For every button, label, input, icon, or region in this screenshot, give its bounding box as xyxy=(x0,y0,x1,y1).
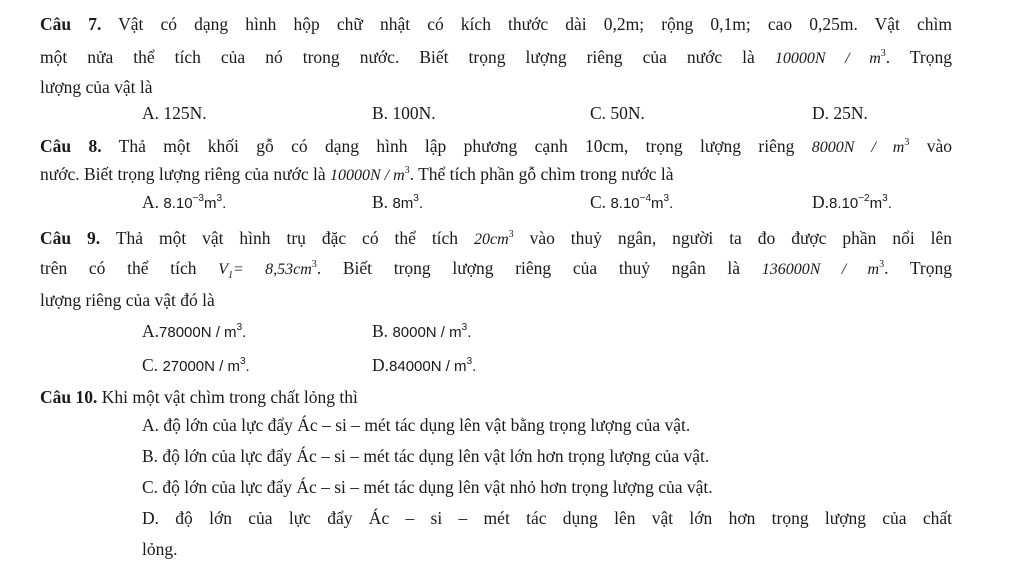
q7-line-2 xyxy=(40,47,952,68)
q8-water-unit: $10000N / m^3$ xyxy=(329,165,410,184)
q10-line-1 xyxy=(40,387,952,408)
q7-text-1: Vật có dạng hình hộp chữ nhật có kích thước dài 0,2m; rộng 0,1m; cao 0,25m. Vật chìm xyxy=(118,14,953,34)
q10-stem: Khi một vật chìm trong chất lỏng thì xyxy=(101,387,358,407)
q7-water-unit: $10000N / m^3$ xyxy=(774,48,886,67)
q8-option-c[interactable]: C. $8.10^{-4}m^3$. xyxy=(590,192,674,212)
q9-text-1b: vào thuỷ ngân, người ta đo được phần nổi lên xyxy=(529,228,953,248)
q9-text-1: Thả một vật hình trụ đặc có thể tích xyxy=(115,228,459,248)
q8-option-a[interactable]: A. $8.10^{-3}m^3$. xyxy=(142,192,227,212)
q8-option-b[interactable]: B. $8m^3$. xyxy=(372,192,424,212)
q10-option-c[interactable]: C. độ lớn của lực đẩy Ác – si – mét tác dụng lên vật nhỏ hơn trọng lượng của vật. xyxy=(142,477,713,497)
q7-text-2: một nửa thể tích của nó trong nước. Biết trọng lượng riêng của nước là xyxy=(40,47,755,67)
q9-floating-volume: $V_1= 8,53cm^3$ xyxy=(218,259,317,281)
q8-text-1: Thả một khối gỗ có dạng hình lập phương cạnh 10cm, trọng lượng riêng xyxy=(118,136,795,156)
q9-label: Câu 9. xyxy=(40,228,101,248)
q9-option-a[interactable]: $A.78000N / m^3$. xyxy=(142,321,247,341)
q8-text-2: nước. Biết trọng lượng riêng của nước là xyxy=(40,164,326,184)
q10-option-d-cont: lỏng. xyxy=(142,539,178,559)
q8-line-1 xyxy=(40,136,952,157)
q7-option-c[interactable]: C. 50N. xyxy=(590,103,645,123)
q7-text-2b: . Trọng xyxy=(885,47,953,67)
q9-volume: $20cm^3$ xyxy=(474,229,514,248)
q7-line-1 xyxy=(40,14,952,35)
q9-option-d[interactable]: $D.84000N / m^3$. xyxy=(372,355,477,375)
q10-option-d[interactable]: D. độ lớn của lực đẩy Ác – si – mét tác dụng lên vật lớn hơn trọng lượng của chất xyxy=(142,508,952,528)
q9-option-b[interactable]: B. $8000N / m^3$. xyxy=(372,321,472,341)
q9-option-c[interactable]: C. $27000N / m^3$. xyxy=(142,355,250,375)
q9-line-1 xyxy=(40,228,952,249)
q9-line-3: lượng riêng của vật đó là xyxy=(40,290,215,310)
q9-line-2 xyxy=(40,258,952,281)
q9-text-2b: . Biết trọng lượng riêng của thuỷ ngân là xyxy=(316,258,741,278)
q10-option-a[interactable]: A. độ lớn của lực đẩy Ác – si – mét tác dụng lên vật bằng trọng lượng của vật. xyxy=(142,415,691,435)
q10-option-b[interactable]: B. độ lớn của lực đẩy Ác – si – mét tác dụng lên vật lớn hơn trọng lượng của vật. xyxy=(142,446,710,466)
q8-option-d[interactable]: $D.8.10^{-2}m^3$. xyxy=(812,192,892,212)
q9-text-2: trên có thể tích xyxy=(40,258,197,278)
q9-text-2c: . Trọng xyxy=(884,258,953,278)
q9-mercury-unit: $136000N / m^3$ xyxy=(761,259,885,278)
q8-line-2 xyxy=(40,164,952,185)
q7-label: Câu 7. xyxy=(40,14,102,34)
q8-text-1b: vào xyxy=(926,136,953,156)
q8-wood-unit: $8000N / m^3$ xyxy=(811,137,910,156)
q7-option-b[interactable]: B. 100N. xyxy=(372,103,436,123)
q7-option-d[interactable]: D. 25N. xyxy=(812,103,868,123)
q7-line-3: lượng của vật là xyxy=(40,77,153,97)
q8-text-2b: . Thể tích phần gỗ chìm trong nước là xyxy=(409,164,674,184)
q10-label: Câu 10. xyxy=(40,387,98,407)
q7-option-a[interactable]: A. 125N. xyxy=(142,103,207,123)
q8-label: Câu 8. xyxy=(40,136,102,156)
